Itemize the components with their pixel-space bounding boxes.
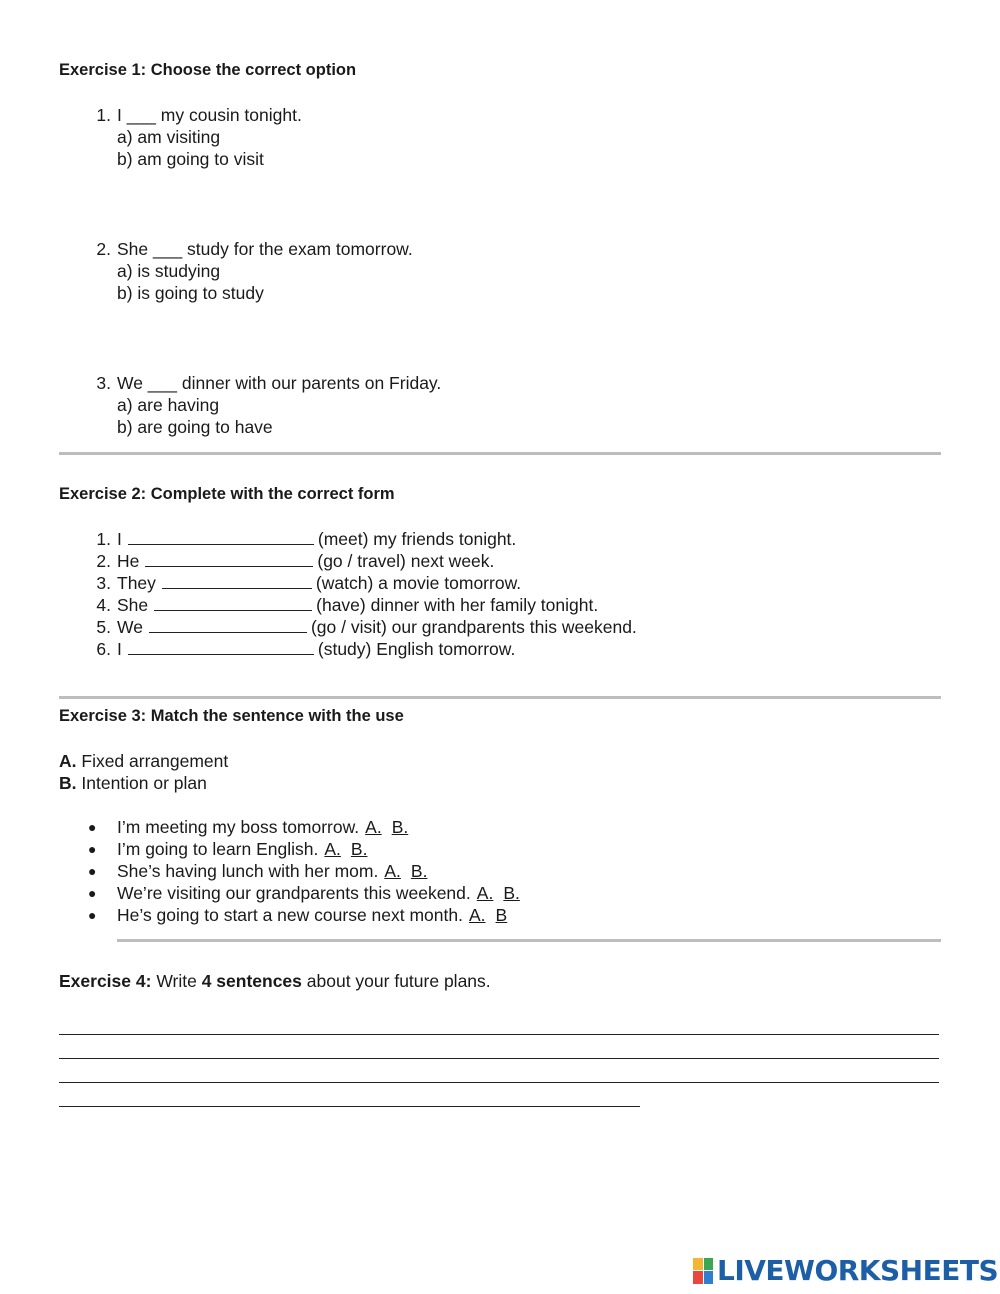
bullet-icon: ● bbox=[88, 841, 97, 857]
ex1-question-2: 2. She ___ study for the exam tomorrow. bbox=[96, 239, 413, 259]
answer-blank[interactable] bbox=[128, 530, 314, 545]
choice-b[interactable]: B. bbox=[391, 817, 409, 837]
choice-a[interactable]: A. bbox=[476, 883, 494, 903]
bullet-icon: ● bbox=[88, 907, 97, 923]
writing-line[interactable] bbox=[59, 1058, 939, 1059]
section-divider bbox=[117, 939, 941, 942]
ex1-q2-option-a[interactable]: a) is studying bbox=[117, 261, 221, 281]
bullet-icon: ● bbox=[88, 885, 97, 901]
exercise-3-title: Exercise 3: Match the sentence with the use bbox=[59, 707, 404, 725]
ex1-q3-option-b[interactable]: b) are going to have bbox=[117, 417, 273, 437]
exercise-1-title: Exercise 1: Choose the correct option bbox=[59, 61, 357, 79]
ex1-q1-option-a[interactable]: a) am visiting bbox=[117, 127, 221, 147]
ex2-item-3: 3. They (watch) a movie tomorrow. bbox=[96, 573, 522, 593]
exercise-2-title: Exercise 2: Complete with the correct form bbox=[59, 485, 395, 503]
answer-blank[interactable] bbox=[145, 552, 313, 567]
answer-blank[interactable] bbox=[128, 640, 314, 655]
logo-text: LIVEWORKSHEETS bbox=[717, 1254, 999, 1287]
choice-a[interactable]: A. bbox=[468, 905, 486, 925]
ex1-q1-text: I ___ my cousin tonight. bbox=[117, 105, 302, 125]
choice-a[interactable]: A. bbox=[384, 861, 401, 881]
writing-line[interactable] bbox=[59, 1034, 939, 1035]
ex2-item-5: 5. We (go / visit) our grandparents this weekend. bbox=[96, 617, 637, 637]
answer-blank[interactable] bbox=[154, 596, 312, 611]
ex1-q1-option-b[interactable]: b) am going to visit bbox=[117, 149, 264, 169]
key-a: A. Fixed arrangement bbox=[59, 751, 229, 771]
ex1-q3-option-a[interactable]: a) are having bbox=[117, 395, 220, 415]
ex1-q2-option-b[interactable]: b) is going to study bbox=[117, 283, 264, 303]
bullet-icon: ● bbox=[88, 819, 97, 835]
ex1-question-1: 1. I ___ my cousin tonight. bbox=[96, 105, 302, 125]
choice-b[interactable]: B. bbox=[350, 839, 368, 859]
answer-blank[interactable] bbox=[162, 574, 312, 589]
ex2-item-2: 2. He (go / travel) next week. bbox=[96, 551, 495, 571]
answer-blank[interactable] bbox=[149, 618, 307, 633]
bullet-icon: ● bbox=[88, 863, 97, 879]
writing-line[interactable] bbox=[59, 1082, 939, 1083]
ex2-item-1: 1. I (meet) my friends tonight. bbox=[96, 529, 517, 549]
ex2-item-6: 6. I (study) English tomorrow. bbox=[96, 639, 516, 659]
ex1-q2-text: She ___ study for the exam tomorrow. bbox=[117, 239, 413, 259]
choice-b[interactable]: B. bbox=[503, 883, 520, 903]
choice-b[interactable]: B bbox=[495, 905, 508, 925]
ex1-q3-text: We ___ dinner with our parents on Friday. bbox=[117, 373, 442, 393]
section-divider bbox=[59, 452, 941, 455]
ex2-item-4: 4. She (have) dinner with her family tonight. bbox=[96, 595, 599, 615]
liveworksheets-logo bbox=[693, 1254, 998, 1287]
choice-a[interactable]: A. bbox=[365, 817, 382, 837]
section-divider bbox=[59, 696, 941, 699]
logo-blocks-icon bbox=[693, 1258, 713, 1284]
ex1-question-3: 3. We ___ dinner with our parents on Friday. bbox=[96, 373, 442, 393]
writing-line[interactable] bbox=[59, 1106, 640, 1107]
choice-a[interactable]: A. bbox=[324, 839, 341, 859]
key-b: B. Intention or plan bbox=[59, 773, 207, 793]
exercise-4-prompt: Exercise 4: Write 4 sentences about your future plans. bbox=[59, 971, 491, 991]
choice-b[interactable]: B. bbox=[410, 861, 428, 881]
